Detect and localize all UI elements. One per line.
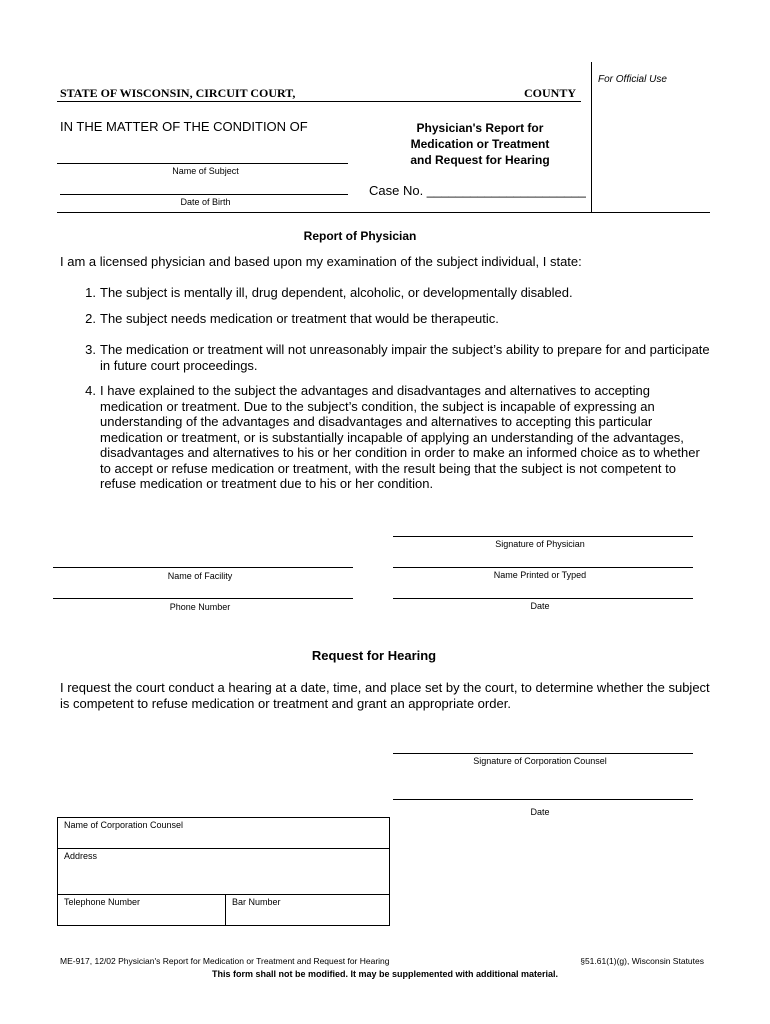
court-underline [57, 101, 581, 102]
physician-date-caption: Date [530, 601, 550, 611]
form-title-line-1: Physician's Report for [416, 121, 544, 135]
official-use-label: For Official Use [598, 74, 667, 85]
statement-item-3 [60, 342, 710, 373]
form-id: ME-917, 12/02 Physician's Report for Medication or Treatment and Request for Hearing [60, 956, 390, 966]
counsel-name-cell[interactable] [58, 818, 390, 849]
hearing-heading: Request for Hearing [311, 648, 437, 663]
bar-number-label: Bar Number [232, 897, 281, 907]
physician-signature-caption: Signature of Physician [495, 539, 585, 549]
bar-number-cell[interactable] [226, 895, 390, 926]
counsel-info-table [57, 817, 390, 926]
court-heading: STATE OF WISCONSIN, CIRCUIT COURT, [60, 86, 296, 100]
counsel-date-caption: Date [530, 807, 550, 817]
official-use-divider [591, 62, 592, 212]
date-of-birth-caption: Date of Birth [180, 197, 231, 207]
form-title [380, 120, 580, 168]
header-bottom-rule [57, 212, 710, 213]
facility-name-line[interactable] [53, 567, 353, 568]
phone-number-caption: Phone Number [169, 602, 231, 612]
matter-label: IN THE MATTER OF THE CONDITION OF [60, 119, 308, 134]
modification-notice: This form shall not be modified. It may be supplemented with additional material. [211, 969, 559, 979]
address-cell[interactable] [58, 849, 390, 895]
telephone-label: Telephone Number [64, 897, 141, 907]
statement-text: The subject is mentally ill, drug dependent, alcoholic, or developmentally disabled. [100, 285, 573, 300]
telephone-cell[interactable] [58, 895, 226, 926]
form-title-line-3: and Request for Hearing [410, 153, 550, 167]
county-label: COUNTY [524, 86, 577, 100]
statement-item-4 [60, 383, 710, 492]
hearing-request-text: I request the court conduct a hearing at a date, time, and place set by the court, to determine whether the subject is competent to refuse medication or treatment and grant an appropriate order. [60, 680, 710, 711]
physician-printed-name-line[interactable] [393, 567, 693, 568]
statute-reference: §51.61(1)(g), Wisconsin Statutes [580, 956, 704, 966]
statement-number: 3. [85, 342, 96, 357]
counsel-name-label: Name of Corporation Counsel [64, 820, 184, 830]
physician-date-line[interactable] [393, 598, 693, 599]
statement-item-1 [60, 285, 710, 301]
statement-number: 1. [85, 285, 96, 300]
counsel-date-line[interactable] [393, 799, 693, 800]
statement-item-2 [60, 311, 710, 327]
subject-name-line[interactable] [57, 163, 348, 164]
case-number-field[interactable]: Case No. ______________________ [369, 183, 586, 198]
subject-name-caption: Name of Subject [172, 166, 239, 176]
statement-text: I have explained to the subject the advantages and disadvantages and alternatives to accepting medication or treatment. Due to the subject’s condition, the subject is incapable of expressing an understanding of the advantages and disadvantages and alternatives to accepting this particular medication or treatment, or is substantially incapable of applying an understanding of the advantages, disadvantages and alternatives to his or her condition in order to make an informed choice as to whether to accept or refuse medication or treatment, with the result being that the subject is not competent to refuse medication or treatment due to his or her condition. [100, 383, 700, 491]
facility-name-caption: Name of Facility [167, 571, 233, 581]
counsel-signature-caption: Signature of Corporation Counsel [473, 756, 607, 766]
statement-number: 4. [85, 383, 96, 398]
form-title-line-2: Medication or Treatment [410, 137, 550, 151]
address-label: Address [64, 851, 98, 861]
physician-printed-name-caption: Name Printed or Typed [493, 570, 587, 580]
phone-number-line[interactable] [53, 598, 353, 599]
date-of-birth-line[interactable] [60, 194, 348, 195]
counsel-signature-line[interactable] [393, 753, 693, 754]
statement-text: The subject needs medication or treatment that would be therapeutic. [100, 311, 499, 326]
statement-text: The medication or treatment will not unreasonably impair the subject’s ability to prepare for and participate in future court proceedings. [100, 342, 710, 373]
physician-signature-line[interactable] [393, 536, 693, 537]
report-intro: I am a licensed physician and based upon my examination of the subject individual, I state: [60, 254, 582, 269]
statement-number: 2. [85, 311, 96, 326]
report-heading: Report of Physician [303, 229, 417, 243]
